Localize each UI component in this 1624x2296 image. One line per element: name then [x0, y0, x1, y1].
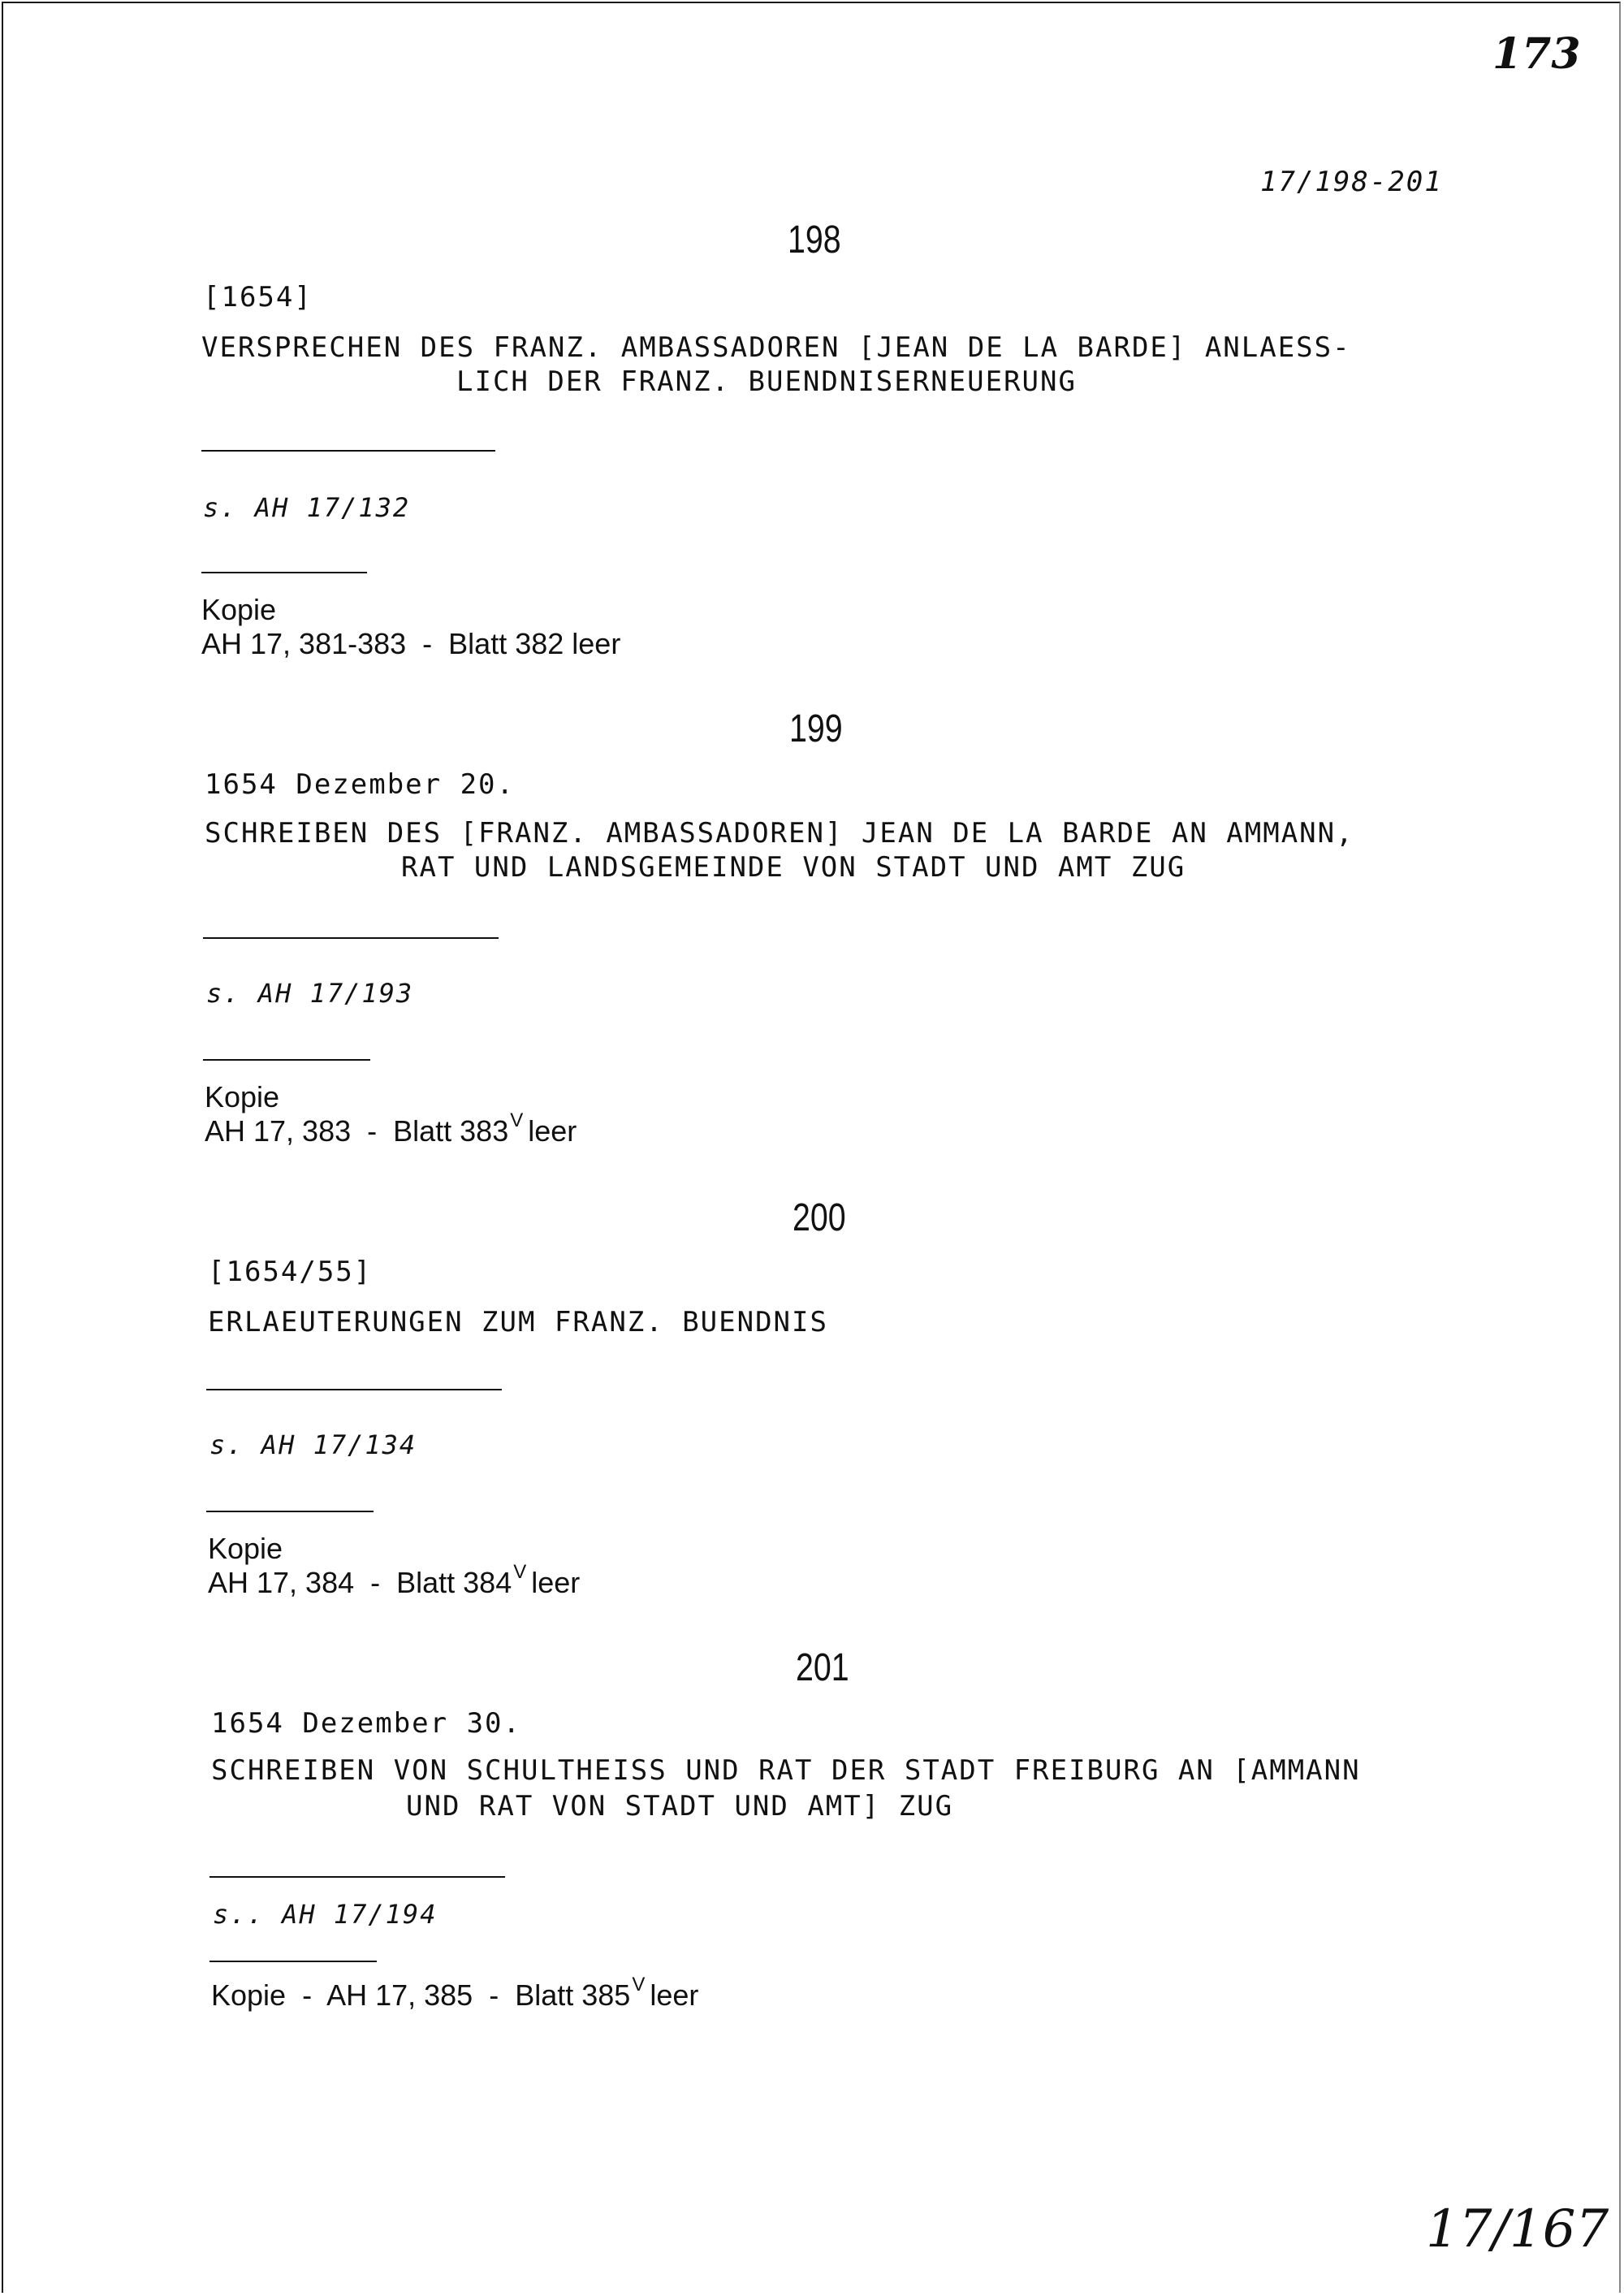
separator-rule	[209, 1876, 505, 1878]
entry-title-line: LICH DER FRANZ. BUENDNISERNEUERUNG	[456, 365, 1077, 398]
folio-stamp-bottom: 17/167	[1426, 2199, 1609, 2259]
entry-title-line: RAT UND LANDSGEMEINDE VON STADT UND AMT ZUG	[401, 851, 1186, 884]
separator-rule	[206, 1511, 374, 1512]
separator-rule	[203, 1059, 370, 1061]
separator-rule	[209, 1961, 377, 1962]
separator-rule	[203, 937, 499, 939]
verso-superscript: V	[513, 1561, 527, 1583]
see-reference: s.. AH 17/194	[213, 1899, 438, 1930]
verso-superscript: V	[632, 1974, 646, 1995]
copy-reference: AH 17, 384 - Blatt $384^V$ leer	[208, 1561, 581, 1599]
entry-title-line: SCHREIBEN VON SCHULTHEISS UND RAT DER STADT FREIBURG AN [AMMANN	[211, 1754, 1361, 1787]
verso-superscript: V	[510, 1109, 524, 1131]
copy-reference: AH 17, 383 - Blatt $383^V$ leer	[205, 1109, 577, 1148]
entry-title-line: ERLAEUTERUNGEN ZUM FRANZ. BUENDNIS	[208, 1306, 828, 1338]
copy-label: Kopie	[208, 1532, 283, 1565]
entry-date: [1654/55]	[208, 1256, 373, 1288]
separator-rule	[206, 1389, 502, 1390]
entry-date: 1654 Dezember 20.	[205, 768, 515, 801]
entry-date: [1654]	[203, 281, 313, 313]
see-reference: s. AH 17/134	[209, 1429, 417, 1460]
entry-title-line: VERSPRECHEN DES FRANZ. AMBASSADOREN [JEAN DE LA BARDE] ANLAESS-	[201, 331, 1351, 364]
entry-number: 198	[788, 218, 841, 262]
entry-title-line: UND RAT VON STADT UND AMT] ZUG	[406, 1790, 954, 1823]
entry-date: 1654 Dezember 30.	[211, 1707, 521, 1740]
separator-rule	[201, 572, 367, 573]
copy-reference: Kopie - AH 17, 385 - Blatt $385^V$ leer	[211, 1974, 699, 2012]
copy-label: Kopie	[205, 1080, 280, 1113]
see-reference: s. AH 17/132	[203, 492, 411, 523]
document-reference: 17/198-201	[1260, 166, 1443, 198]
entry-title-line: SCHREIBEN DES [FRANZ. AMBASSADOREN] JEAN DE LA BARDE AN AMMANN,	[205, 817, 1354, 850]
entry-number: 201	[796, 1646, 849, 1689]
copy-label: Kopie	[201, 593, 277, 626]
see-reference: s. AH 17/193	[206, 978, 414, 1009]
copy-reference: AH 17, 381-383 - Blatt 382 leer	[201, 627, 621, 660]
folio-stamp-top: 173	[1492, 29, 1581, 79]
separator-rule	[201, 450, 495, 452]
entry-number: 199	[789, 707, 843, 750]
entry-number: 200	[793, 1196, 846, 1239]
